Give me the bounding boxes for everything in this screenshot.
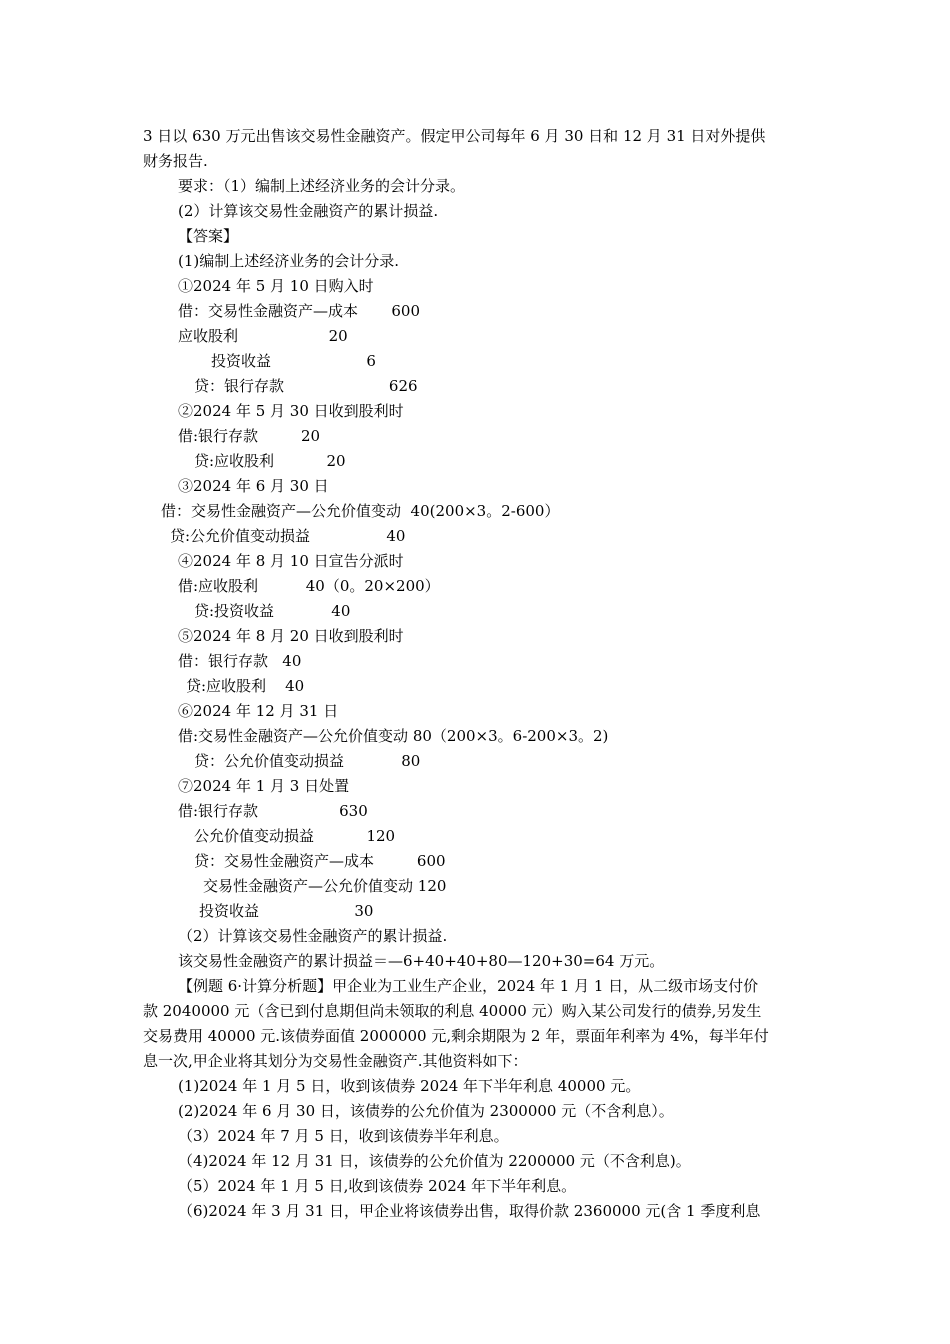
text-line: 贷：银行存款 626: [194, 377, 418, 395]
text-line: 借:银行存款 630: [178, 802, 368, 820]
text-line: 贷:应收股利 20: [194, 452, 346, 470]
text-line: 贷:应收股利 40: [186, 677, 305, 695]
text-line: (2）计算该交易性金融资产的累计损益.: [178, 202, 439, 220]
text-line: 投资收益 30: [199, 902, 374, 920]
text-line: （5）2024 年 1 月 5 日,收到该债券 2024 年下半年利息。: [178, 1177, 577, 1195]
text-line: 【例题 6·计算分析题】甲企业为工业生产企业，2024 年 1 月 1 日，从二级市场支付价: [178, 977, 759, 995]
text-line: ⑥2024 年 12 月 31 日: [178, 702, 339, 720]
text-line: 公允价值变动损益 120: [194, 827, 396, 845]
text-line: 3 日以 630 万元出售该交易性金融资产。假定甲公司每年 6 月 30 日和 12 月 31 日对外提供: [143, 127, 766, 145]
text-line: 贷:公允价值变动损益 40: [170, 527, 406, 545]
text-line: (1)编制上述经济业务的会计分录.: [178, 252, 400, 270]
text-line: (1)2024 年 1 月 5 日，收到该债券 2024 年下半年利息 40000 元。: [178, 1077, 641, 1095]
text-line: （6)2024 年 3 月 31 日，甲企业将该债券出售，取得价款 2360000 元(含 1 季度利息: [178, 1202, 761, 1220]
text-line: 息一次,甲企业将其划分为交易性金融资产.其他资料如下：: [143, 1052, 528, 1070]
text-line: ②2024 年 5 月 30 日收到股利时: [178, 402, 404, 420]
text-line: 贷:投资收益 40: [194, 602, 351, 620]
text-line: (2)2024 年 6 月 30 日，该债券的公允价值为 2300000 元（不含利息）。: [178, 1102, 674, 1120]
text-line: 该交易性金融资产的累计损益＝—6+40+40+80—120+30=64 万元。: [178, 952, 665, 970]
text-line: 借:银行存款 20: [178, 427, 321, 445]
text-line: 投资收益 6: [211, 352, 376, 370]
text-line: ③2024 年 6 月 30 日: [178, 477, 329, 495]
text-line: 应收股利 20: [178, 327, 348, 345]
text-line: 款 2040000 元（含已到付息期但尚未领取的利息 40000 元）购入某公司发行的债券,另发生: [143, 1002, 762, 1020]
text-line: 贷：交易性金融资产—成本 600: [194, 852, 446, 870]
text-line: ⑦2024 年 1 月 3 日处置: [178, 777, 350, 795]
text-line: （3）2024 年 7 月 5 日，收到该债券半年利息。: [178, 1127, 509, 1145]
text-line: 【答案】: [178, 227, 239, 245]
text-line: 借：银行存款 40: [178, 652, 302, 670]
text-line: （4)2024 年 12 月 31 日，该债券的公允价值为 2200000 元（不含利息)。: [178, 1152, 691, 1170]
text-line: 交易费用 40000 元.该债券面值 2000000 元,剩余期限为 2 年，票面年利率为 4%，每半年付: [143, 1027, 769, 1045]
text-line: 借:应收股利 40（0。20×200）: [178, 577, 440, 595]
text-line: 贷：公允价值变动损益 80: [194, 752, 421, 770]
text-line: ①2024 年 5 月 10 日购入时: [178, 277, 374, 295]
text-line: 借:交易性金融资产—公允价值变动 80（200×3。6-200×3。2): [178, 727, 609, 745]
text-line: 交易性金融资产—公允价值变动 120: [203, 877, 447, 895]
text-line: ⑤2024 年 8 月 20 日收到股利时: [178, 627, 404, 645]
text-line: 借：交易性金融资产—公允价值变动 40(200×3。2-600）: [161, 502, 560, 520]
text-line: 要求：（1）编制上述经济业务的会计分录。: [178, 177, 466, 195]
text-line: 借：交易性金融资产—成本 600: [178, 302, 421, 320]
text-line: ④2024 年 8 月 10 日宣告分派时: [178, 552, 404, 570]
text-line: 财务报告.: [143, 152, 208, 170]
text-line: （2）计算该交易性金融资产的累计损益.: [178, 927, 448, 945]
